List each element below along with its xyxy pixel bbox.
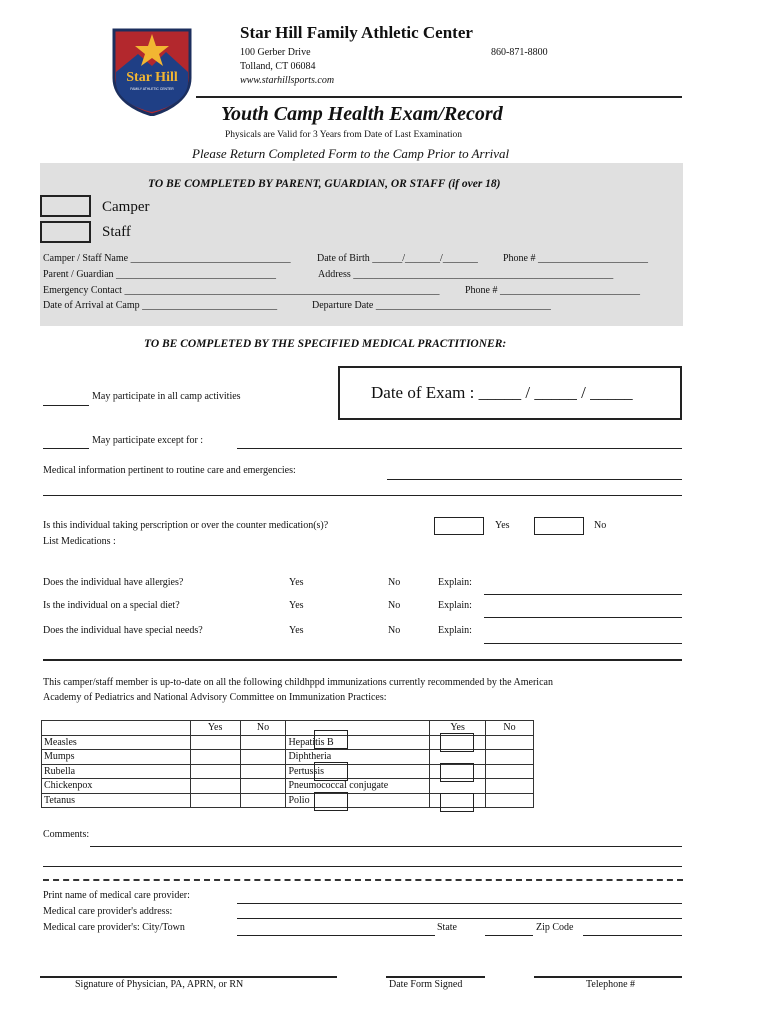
vaccine-polio: Polio [286, 793, 430, 808]
medical-info-line1[interactable] [387, 479, 682, 480]
vaccine-pertussis: Pertussis [286, 764, 430, 779]
medication-no-label: No [594, 520, 607, 531]
section-divider [43, 659, 682, 661]
phone-field[interactable]: Phone # ______________________ [503, 253, 648, 264]
dashed-divider [43, 879, 683, 881]
dob-field[interactable]: Date of Birth ______/_______/_______ [317, 253, 478, 264]
address-line1: 100 Gerber Drive [240, 47, 311, 58]
col-yes-left: Yes [190, 721, 240, 736]
immunization-statement-line1: This camper/staff member is up-to-date on all the following childhppd immunizations currently recommended by the American [43, 677, 553, 688]
print-name-line[interactable] [237, 903, 682, 904]
special-needs-yes[interactable]: Yes [289, 625, 304, 636]
form-subtitle: Physicals are Valid for 3 Years from Date of Last Examination [225, 130, 463, 140]
address-field[interactable]: Address ____________________________________________________ [318, 269, 614, 280]
camper-checkbox[interactable] [40, 195, 91, 217]
signature-label: Signature of Physician, PA, APRN, or RN [75, 979, 244, 990]
diet-question: Is the individual on a special diet? [43, 600, 180, 611]
header-divider [196, 96, 682, 98]
medication-yes-label: Yes [495, 520, 510, 531]
parent-field[interactable]: Parent / Guardian ________________________________ [43, 269, 277, 280]
participate-except-line[interactable] [237, 448, 682, 449]
star-hill-logo [108, 26, 196, 116]
comments-line1[interactable] [90, 846, 682, 847]
provider-address-label: Medical care provider's address: [43, 906, 173, 917]
state-label: State [437, 922, 457, 933]
comments-label: Comments: [43, 829, 90, 840]
emergency-contact-field[interactable]: Emergency Contact _______________________________________________________________ [43, 285, 440, 296]
vaccine-mumps: Mumps [42, 750, 191, 765]
logo-subtext: FAMILY ATHLETIC CENTER [130, 87, 174, 91]
medication-no-box[interactable] [534, 517, 584, 535]
vaccine-diphtheria: Diphtheria [286, 750, 430, 765]
website-link[interactable]: www.starhillsports.com [240, 75, 335, 86]
date-of-exam-label: Date of Exam : _____ / _____ / _____ [371, 383, 633, 402]
col-yes-right: Yes [430, 721, 486, 736]
special-needs-explain-label: Explain: [438, 625, 472, 636]
allergies-yes[interactable]: Yes [289, 577, 304, 588]
medical-section-heading: TO BE COMPLETED BY THE SPECIFIED MEDICAL PRACTITIONER: [144, 338, 507, 350]
diet-yes[interactable]: Yes [289, 600, 304, 611]
form-title: Youth Camp Health Exam/Record [221, 103, 503, 125]
address-line2: Tolland, CT 06084 [240, 61, 316, 72]
special-needs-explain-line[interactable] [484, 643, 682, 644]
zip-line[interactable] [583, 935, 682, 936]
pertussis-checkbox[interactable] [314, 762, 348, 781]
departure-date-field[interactable]: Departure Date ___________________________________ [312, 300, 551, 311]
org-name: Star Hill Family Athletic Center [240, 23, 473, 42]
right-yes-checkbox-2[interactable] [440, 763, 474, 782]
medication-question: Is this individual taking perscription or over the counter medication(s)? [43, 520, 329, 531]
camper-label: Camper [102, 199, 150, 215]
diet-explain-line[interactable] [484, 617, 682, 618]
staff-checkbox[interactable] [40, 221, 91, 243]
provider-city-label: Medical care provider's: City/Town [43, 922, 185, 933]
hepatitis-b-checkbox[interactable] [314, 730, 348, 749]
return-note: Please Return Completed Form to the Camp Prior to Arrival [192, 146, 510, 161]
vaccine-chickenpox: Chickenpox [42, 779, 191, 794]
staff-label: Staff [102, 224, 131, 240]
vaccine-tetanus: Tetanus [42, 793, 191, 808]
immunization-statement-line2: Academy of Pediatrics and National Advisory Committee on Immunization Practices: [43, 692, 387, 703]
participate-all-blank[interactable] [43, 405, 89, 406]
state-line[interactable] [485, 935, 533, 936]
date-signed-line[interactable] [386, 976, 485, 978]
special-needs-question: Does the individual have special needs? [43, 625, 203, 636]
print-name-label: Print name of medical care provider: [43, 890, 190, 901]
col-no-left: No [240, 721, 286, 736]
allergies-explain-line[interactable] [484, 594, 682, 595]
medical-info-line2[interactable] [43, 495, 682, 496]
right-yes-checkbox-1[interactable] [440, 733, 474, 752]
medication-yes-box[interactable] [434, 517, 484, 535]
zip-label: Zip Code [536, 922, 574, 933]
vaccine-rubella: Rubella [42, 764, 191, 779]
signature-line[interactable] [40, 976, 337, 978]
comments-line2[interactable] [43, 866, 682, 867]
parent-section-heading: TO BE COMPLETED BY PARENT, GUARDIAN, OR STAFF (if over 18) [148, 178, 501, 190]
logo-text: Star Hill [126, 70, 178, 85]
vaccine-measles: Measles [42, 735, 191, 750]
allergies-no[interactable]: No [388, 577, 401, 588]
col-no-right: No [486, 721, 534, 736]
vaccine-hepatitis-b: Hepatitis B [286, 735, 430, 750]
camper-name-field[interactable]: Camper / Staff Name ________________________________ [43, 253, 291, 264]
polio-checkbox[interactable] [314, 792, 348, 811]
vaccine-pneumococcal: Pneumococcal conjugate [286, 779, 430, 794]
arrival-date-field[interactable]: Date of Arrival at Camp ___________________________ [43, 300, 278, 311]
provider-address-line[interactable] [237, 918, 682, 919]
medical-info-label: Medical information pertinent to routine care and emergencies: [43, 465, 296, 476]
telephone-line[interactable] [534, 976, 682, 978]
right-yes-checkbox-3[interactable] [440, 793, 474, 812]
city-line[interactable] [237, 935, 435, 936]
emergency-phone-field[interactable]: Phone # ____________________________ [465, 285, 640, 296]
special-needs-no[interactable]: No [388, 625, 401, 636]
telephone-label: Telephone # [586, 979, 636, 990]
date-signed-label: Date Form Signed [389, 979, 463, 990]
participate-all-label: May participate in all camp activities [92, 391, 241, 402]
participate-except-blank[interactable] [43, 448, 89, 449]
allergies-question: Does the individual have allergies? [43, 577, 184, 588]
diet-explain-label: Explain: [438, 600, 472, 611]
participate-except-label: May participate except for : [92, 435, 204, 446]
allergies-explain-label: Explain: [438, 577, 472, 588]
org-phone: 860-871-8800 [491, 47, 548, 58]
diet-no[interactable]: No [388, 600, 401, 611]
list-medications-label: List Medications : [43, 536, 116, 547]
